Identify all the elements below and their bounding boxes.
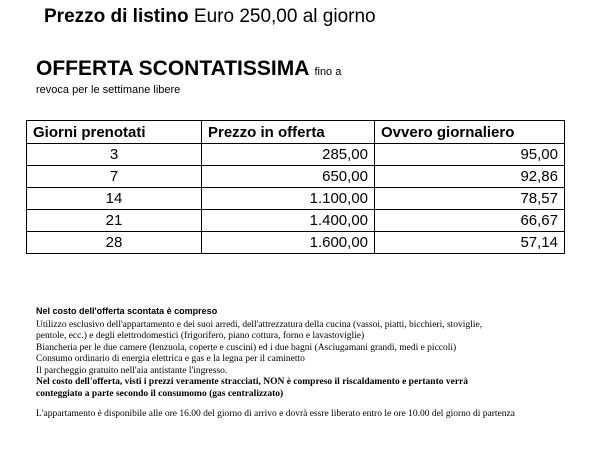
cell-price: 1.400,00 [202,210,375,232]
table-row [27,144,565,166]
included-notes [36,306,576,421]
price-table [26,120,565,254]
cell-days: 21 [27,210,202,232]
list-price-line [44,6,376,28]
note-line: pentole, ecc.) e degli elettrodomestici (frigorifero, piano cottura, forno e lavastoviglie) [36,331,365,341]
cell-days: 28 [27,232,202,254]
header-prezzo: Prezzo in offerta [202,121,375,144]
cell-days: 7 [27,166,202,188]
heating-note-line: conteggiato a parte secondo il consumomo (gas centralizzato) [36,388,284,399]
heating-note-line: Nel costo dell'offerta, visti i prezzi veramente stracciati, NON è compreso il riscaldamento e pertanto verrà [36,377,469,387]
table-row [27,210,565,232]
note-line: Biancheria per le due camere (lenzuola, coperte e cuscini) ed i due bagni (Asciugamani grandi, medi e piccoli) [36,342,457,353]
note-line: Consumo ordinario di energia elettrica e gas e la legna per il caminetto [36,354,305,364]
cell-daily: 92,86 [375,166,565,188]
table-row [27,188,565,210]
cell-daily: 57,14 [375,232,565,254]
notes-heading: Nel costo dell'offerta scontata è compreso [36,306,218,316]
cell-days: 3 [27,144,202,166]
table-row [27,166,565,188]
availability-note: L'appartamento è disponibile alle ore 16.00 del giorno di arrivo e dovrà essre liberato entro le ore 10.00 del giorno di partenza [36,409,515,419]
table-header-row [27,121,565,144]
cell-price: 1.600,00 [202,232,375,254]
cell-price: 1.100,00 [202,188,375,210]
offer-title-line [36,57,341,81]
cell-price: 650,00 [202,166,375,188]
cell-daily: 95,00 [375,144,565,166]
cell-daily: 78,57 [375,188,565,210]
list-price-label: Prezzo di listino [44,6,189,27]
offer-fino: fino a [314,66,342,78]
header-giorni: Giorni prenotati [27,121,202,144]
note-line: Il parcheggio gratuito nell'aia antistante l'ingresso. [36,365,228,376]
offer-revoca: revoca per le settimane libere [36,84,181,96]
table-row [27,232,565,254]
cell-daily: 66,67 [375,210,565,232]
cell-days: 14 [27,188,202,210]
list-price-value: Euro 250,00 al giorno [193,6,376,27]
note-line: Utilizzo esclusivo dell'appartamento e dei suoi arredi, dell'attrezzatura della cucina (vassoi, piatti, bicchieri, stoviglie, [36,319,483,330]
offer-title: OFFERTA SCONTATISSIMA [36,57,309,80]
cell-price: 285,00 [202,144,375,166]
header-giornaliero: Ovvero giornaliero [375,121,565,144]
